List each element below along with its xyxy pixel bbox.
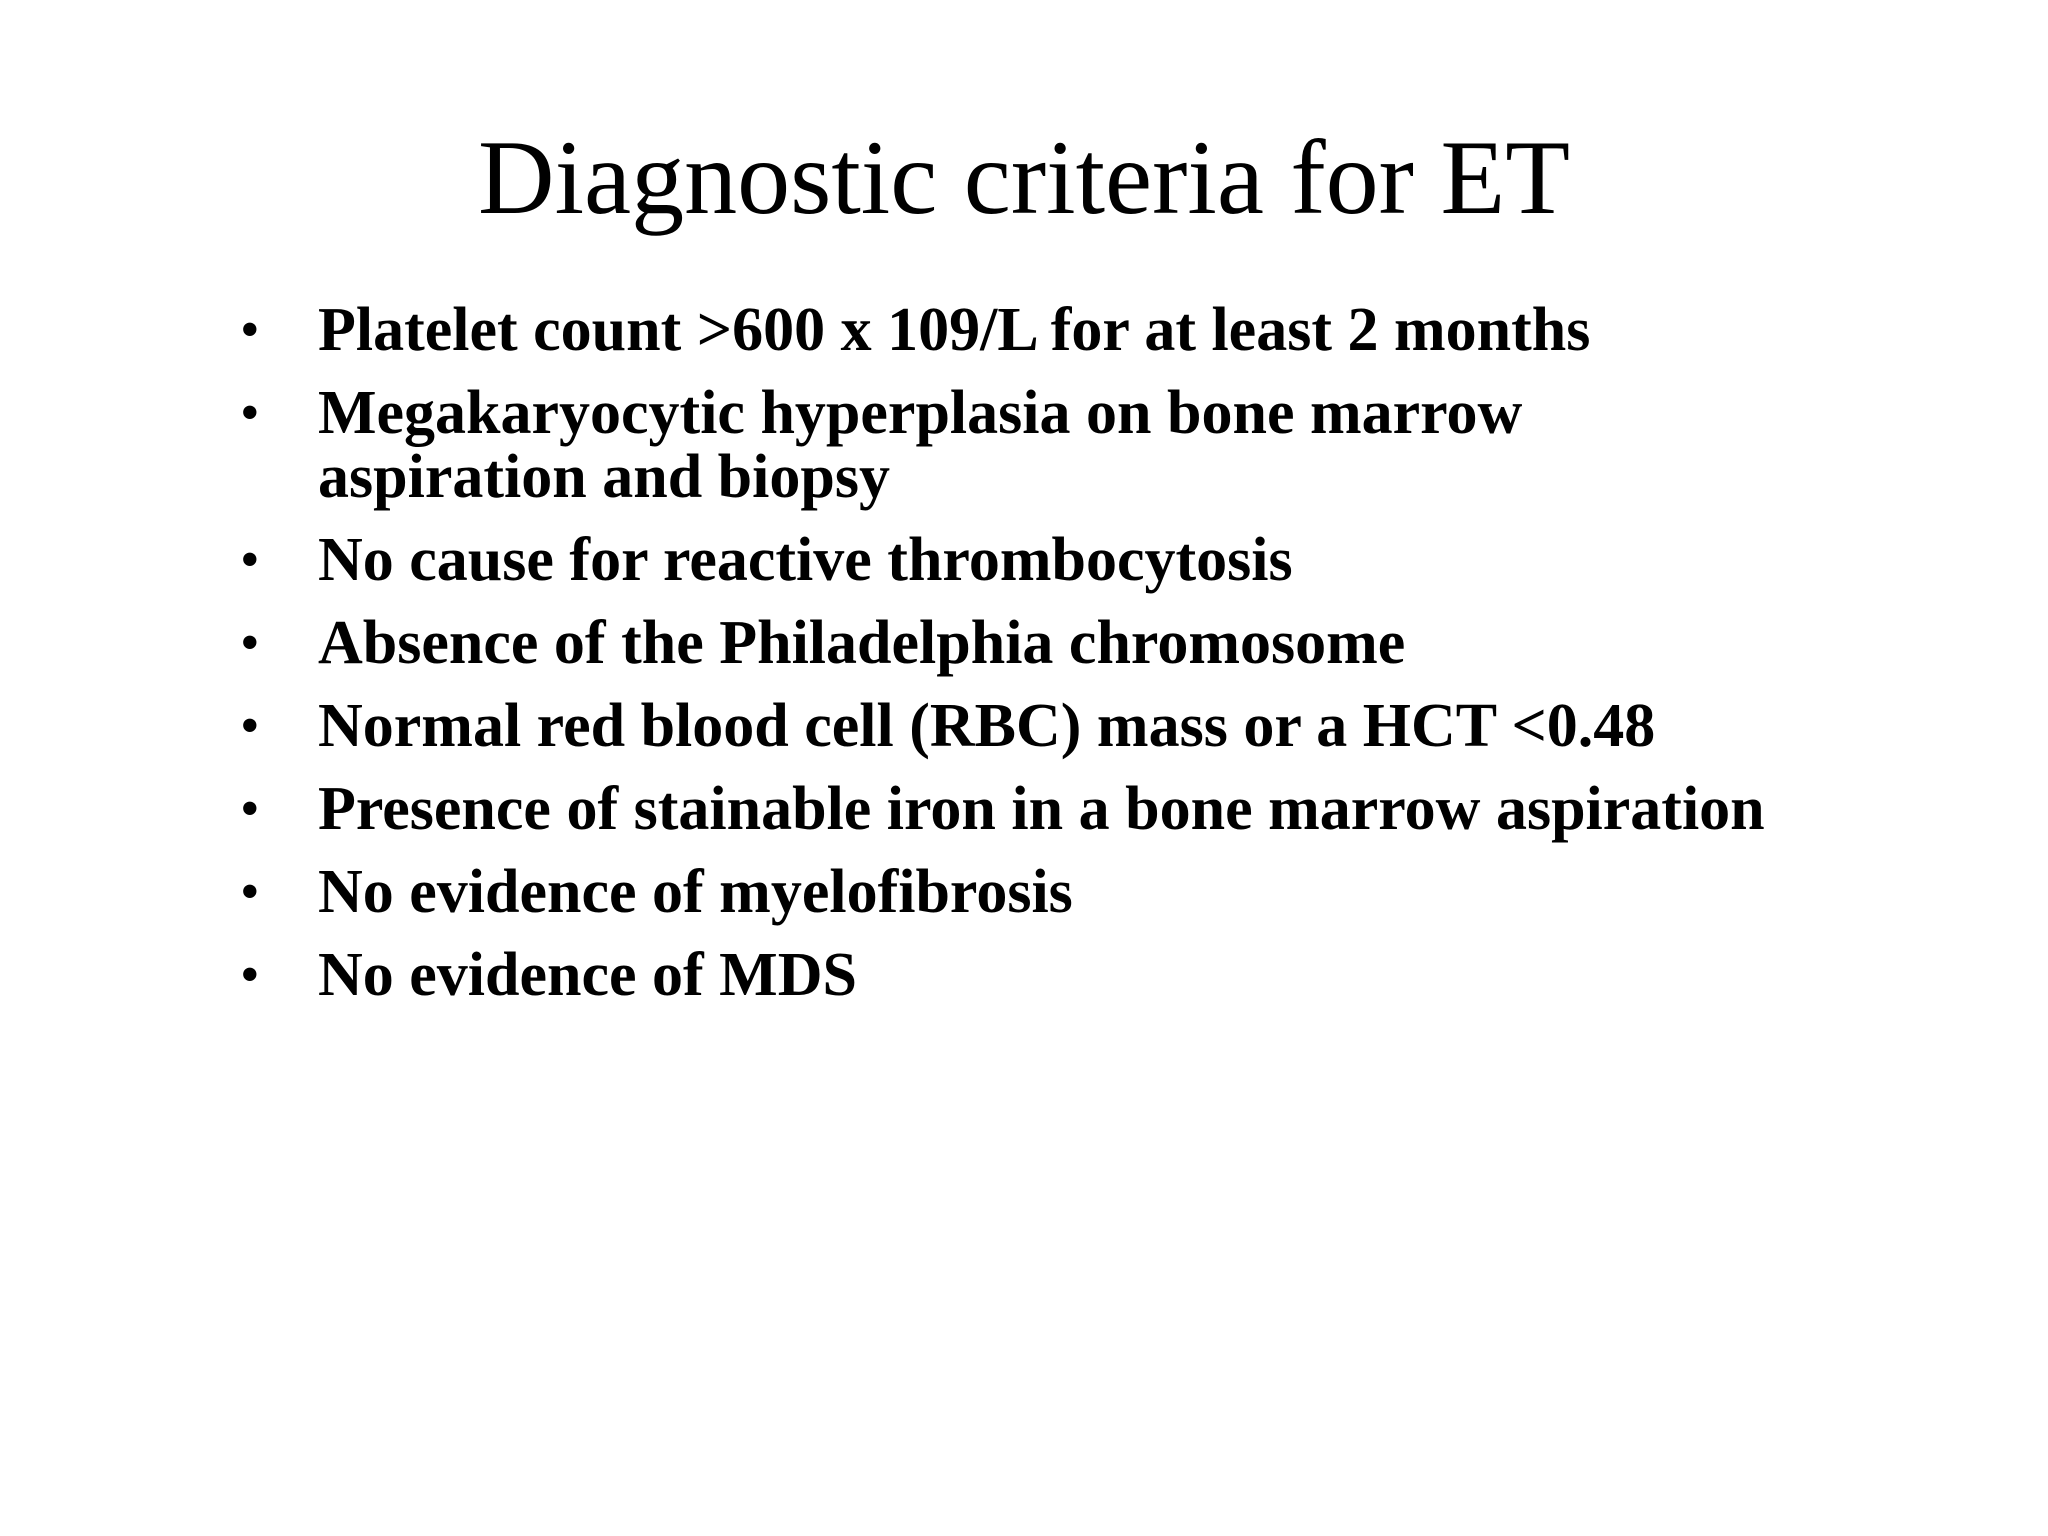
list-item-text: Normal red blood cell (RBC) mass or a HCT <0.48 xyxy=(318,692,1656,760)
bullet-icon: • xyxy=(240,612,260,674)
list-item xyxy=(240,381,1960,509)
list-item-text xyxy=(318,381,1960,509)
bullet-icon: • xyxy=(240,529,260,591)
list-item xyxy=(240,943,1960,1007)
list-item-text: Platelet count >600 x 109/L for at least 2 months xyxy=(318,296,1591,364)
bullet-icon: • xyxy=(240,382,260,444)
list-item-text: No evidence of MDS xyxy=(318,941,857,1009)
list-item-text: Absence of the Philadelphia chromosome xyxy=(318,609,1406,677)
list-item-text: No cause for reactive thrombocytosis xyxy=(318,526,1293,594)
list-item xyxy=(240,694,1960,758)
list-item xyxy=(240,777,1960,841)
slide-title: Diagnostic criteria for ET xyxy=(478,119,1570,236)
list-item-text: Presence of stainable iron in a bone marrow aspiration xyxy=(318,775,1765,843)
criteria-list xyxy=(240,298,1960,1026)
list-item xyxy=(240,860,1960,924)
list-item xyxy=(240,528,1960,592)
list-item-text-line: Megakaryocytic hyperplasia on bone marrow xyxy=(318,379,1523,447)
bullet-icon: • xyxy=(240,944,260,1006)
list-item xyxy=(240,611,1960,675)
bullet-icon: • xyxy=(240,861,260,923)
list-item-text: No evidence of myelofibrosis xyxy=(318,858,1073,926)
bullet-icon: • xyxy=(240,299,260,361)
bullet-icon: • xyxy=(240,695,260,757)
list-item-text-line: aspiration and biopsy xyxy=(318,443,890,511)
bullet-icon: • xyxy=(240,778,260,840)
list-item xyxy=(240,298,1960,362)
